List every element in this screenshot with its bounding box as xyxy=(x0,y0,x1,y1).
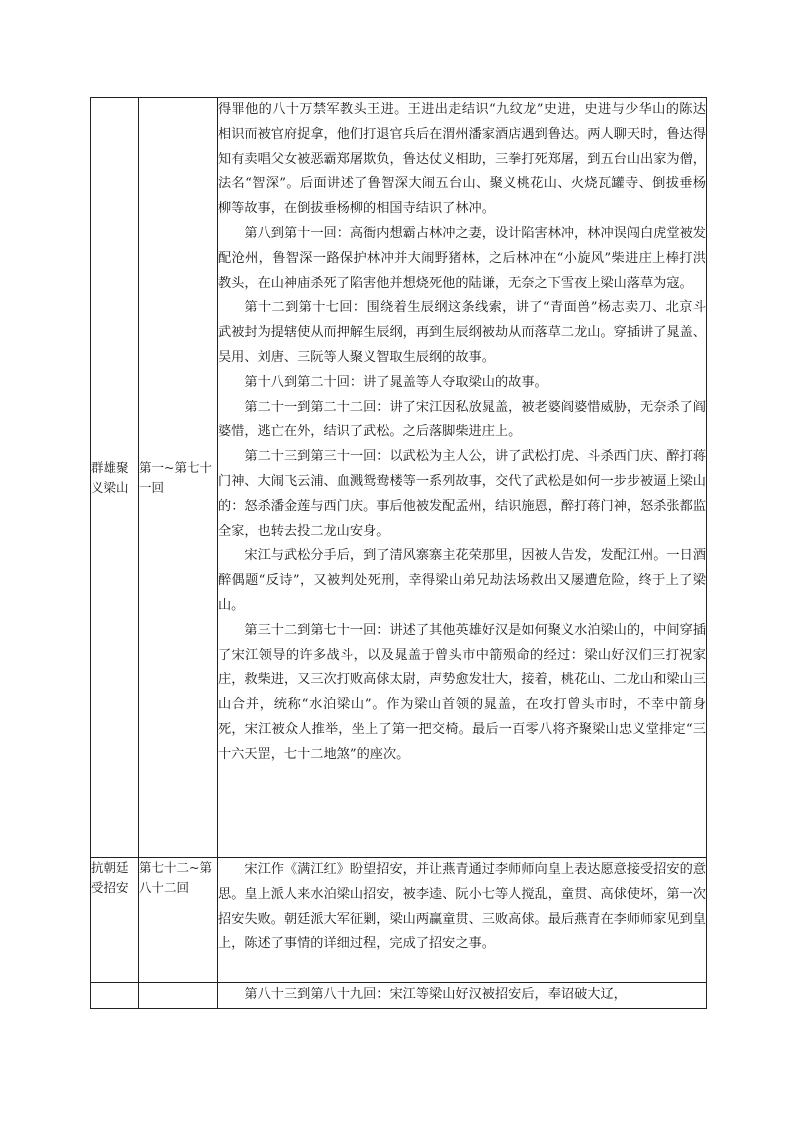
section-label: 群雄聚义梁山 xyxy=(91,459,129,495)
chapter-range-cell xyxy=(139,858,218,983)
section-label: 抗朝廷受招安 xyxy=(91,860,129,895)
table-row xyxy=(91,858,707,983)
chapter-range-cell xyxy=(139,98,218,858)
content-paragraph: 第二十一到第二十二回：讲了宋江因私放晁盖，被老婆阎婆惜威胁，无奈杀了阎婆惜，逃亡在外，结识了武松。之后落脚柴进庄上。 xyxy=(218,399,706,440)
content-cell xyxy=(218,98,707,858)
section-cell xyxy=(91,858,139,983)
content-paragraph: 第二十三到第三十一回：以武松为主人公，讲了武松打虎、斗杀西门庆、醉打蒋门神、大闹飞云浦、血溅鸳鸯楼等一系列故事，交代了武松是如何一步步被逼上梁山的：怒杀潘金莲与西门庆。事后他被发配孟州，结识施恩，醉打蒋门神，怒杀张都监全家，也转去投二龙山安身。 xyxy=(218,449,706,539)
chapter-range-cell xyxy=(139,983,218,1009)
section-cell xyxy=(91,983,139,1009)
content-paragraph: 第三十二到第七十一回：讲述了其他英雄好汉是如何聚义水泊梁山的，中间穿插了宋江领导的许多战斗，以及晁盖于曾头市中箭殒命的经过：梁山好汉们三打祝家庄，救柴进，又三次打败高俅太尉，声势愈发壮大，接着，桃花山、二龙山和梁山三山合并，统称“水泊梁山”。作为梁山首领的晁盖，在攻打曾头市时，不幸中箭身死，宋江被众人推举，坐上了第一把交椅。最后一百零八将齐聚梁山忠义堂排定“三十六天罡，七十二地煞”的座次。 xyxy=(218,622,706,762)
chapter-range-label: 第一~第七十一回 xyxy=(139,459,212,495)
content-cell xyxy=(218,983,707,1009)
content-paragraph: 第八十三到第八十九回：宋江等梁山好汉被招安后，奉诏破大辽， xyxy=(244,987,627,1002)
content-paragraph: 宋江作《满江红》盼望招安，并让燕青通过李师师向皇上表达愿意接受招安的意思。皇上派人来水泊梁山招安，被李逵、阮小七等人搅乱，童贯、高俅使坏，第一次招安失败。朝廷派大军征剿，梁山两赢童贯、三败高俅。最后燕青在李师师家见到皇上，陈述了事情的详细过程，完成了招安之事。 xyxy=(218,862,706,952)
content-paragraph: 第十二到第十七回：围绕着生辰纲这条线索，讲了“青面兽”杨志卖刀、北京斗武被封为提辖使从而押解生辰纲，再到生辰纲被劫从而落草二龙山。穿插讲了晁盖、吴用、刘唐、三阮等人聚义智取生辰纲的故事。 xyxy=(218,300,706,365)
content-cell xyxy=(218,858,707,983)
plot-summary-table xyxy=(90,97,707,1009)
table-row xyxy=(91,983,707,1009)
content-paragraph: 第八到第十一回：高衙内想霸占林冲之妻，设计陷害林冲，林冲误闯白虎堂被发配沧州，鲁智深一路保护林冲并大闹野猪林，之后林冲在“小旋风”柴进庄上棒打洪教头，在山神庙杀死了陷害他并想烧死他的陆谦，无奈之下雪夜上梁山落草为寇。 xyxy=(218,225,706,291)
content-paragraph: 宋江与武松分手后，到了清风寨寨主花荣那里，因被人告发，发配江州。一日酒醉偶题“反诗”，又被判处死刑，幸得梁山弟兄劫法场救出又屡遭危险，终于上了梁山。 xyxy=(218,548,706,613)
section-cell xyxy=(91,98,139,858)
chapter-range-label: 第七十二~第八十二回 xyxy=(139,860,212,895)
content-paragraph: 得罪他的八十万禁军教头王进。王进出走结识“九纹龙”史进，史进与少华山的陈达相识而被官府捉拿，他们打退官兵后在渭州潘家酒店遇到鲁达。两人聊天时，鲁达得知有卖唱父女被恶霸郑屠欺负，鲁达仗义相助，三拳打死郑屠，到五台山出家为僧，法名“智深”。后面讲述了鲁智深大闹五台山、聚义桃花山、火烧瓦罐寺、倒拔垂杨柳等故事，在倒拔垂杨柳的相国寺结识了林冲。 xyxy=(218,102,706,217)
content-paragraph: 第十八到第二十回：讲了晁盖等人夺取梁山的故事。 xyxy=(244,374,548,390)
table-row xyxy=(91,98,707,858)
